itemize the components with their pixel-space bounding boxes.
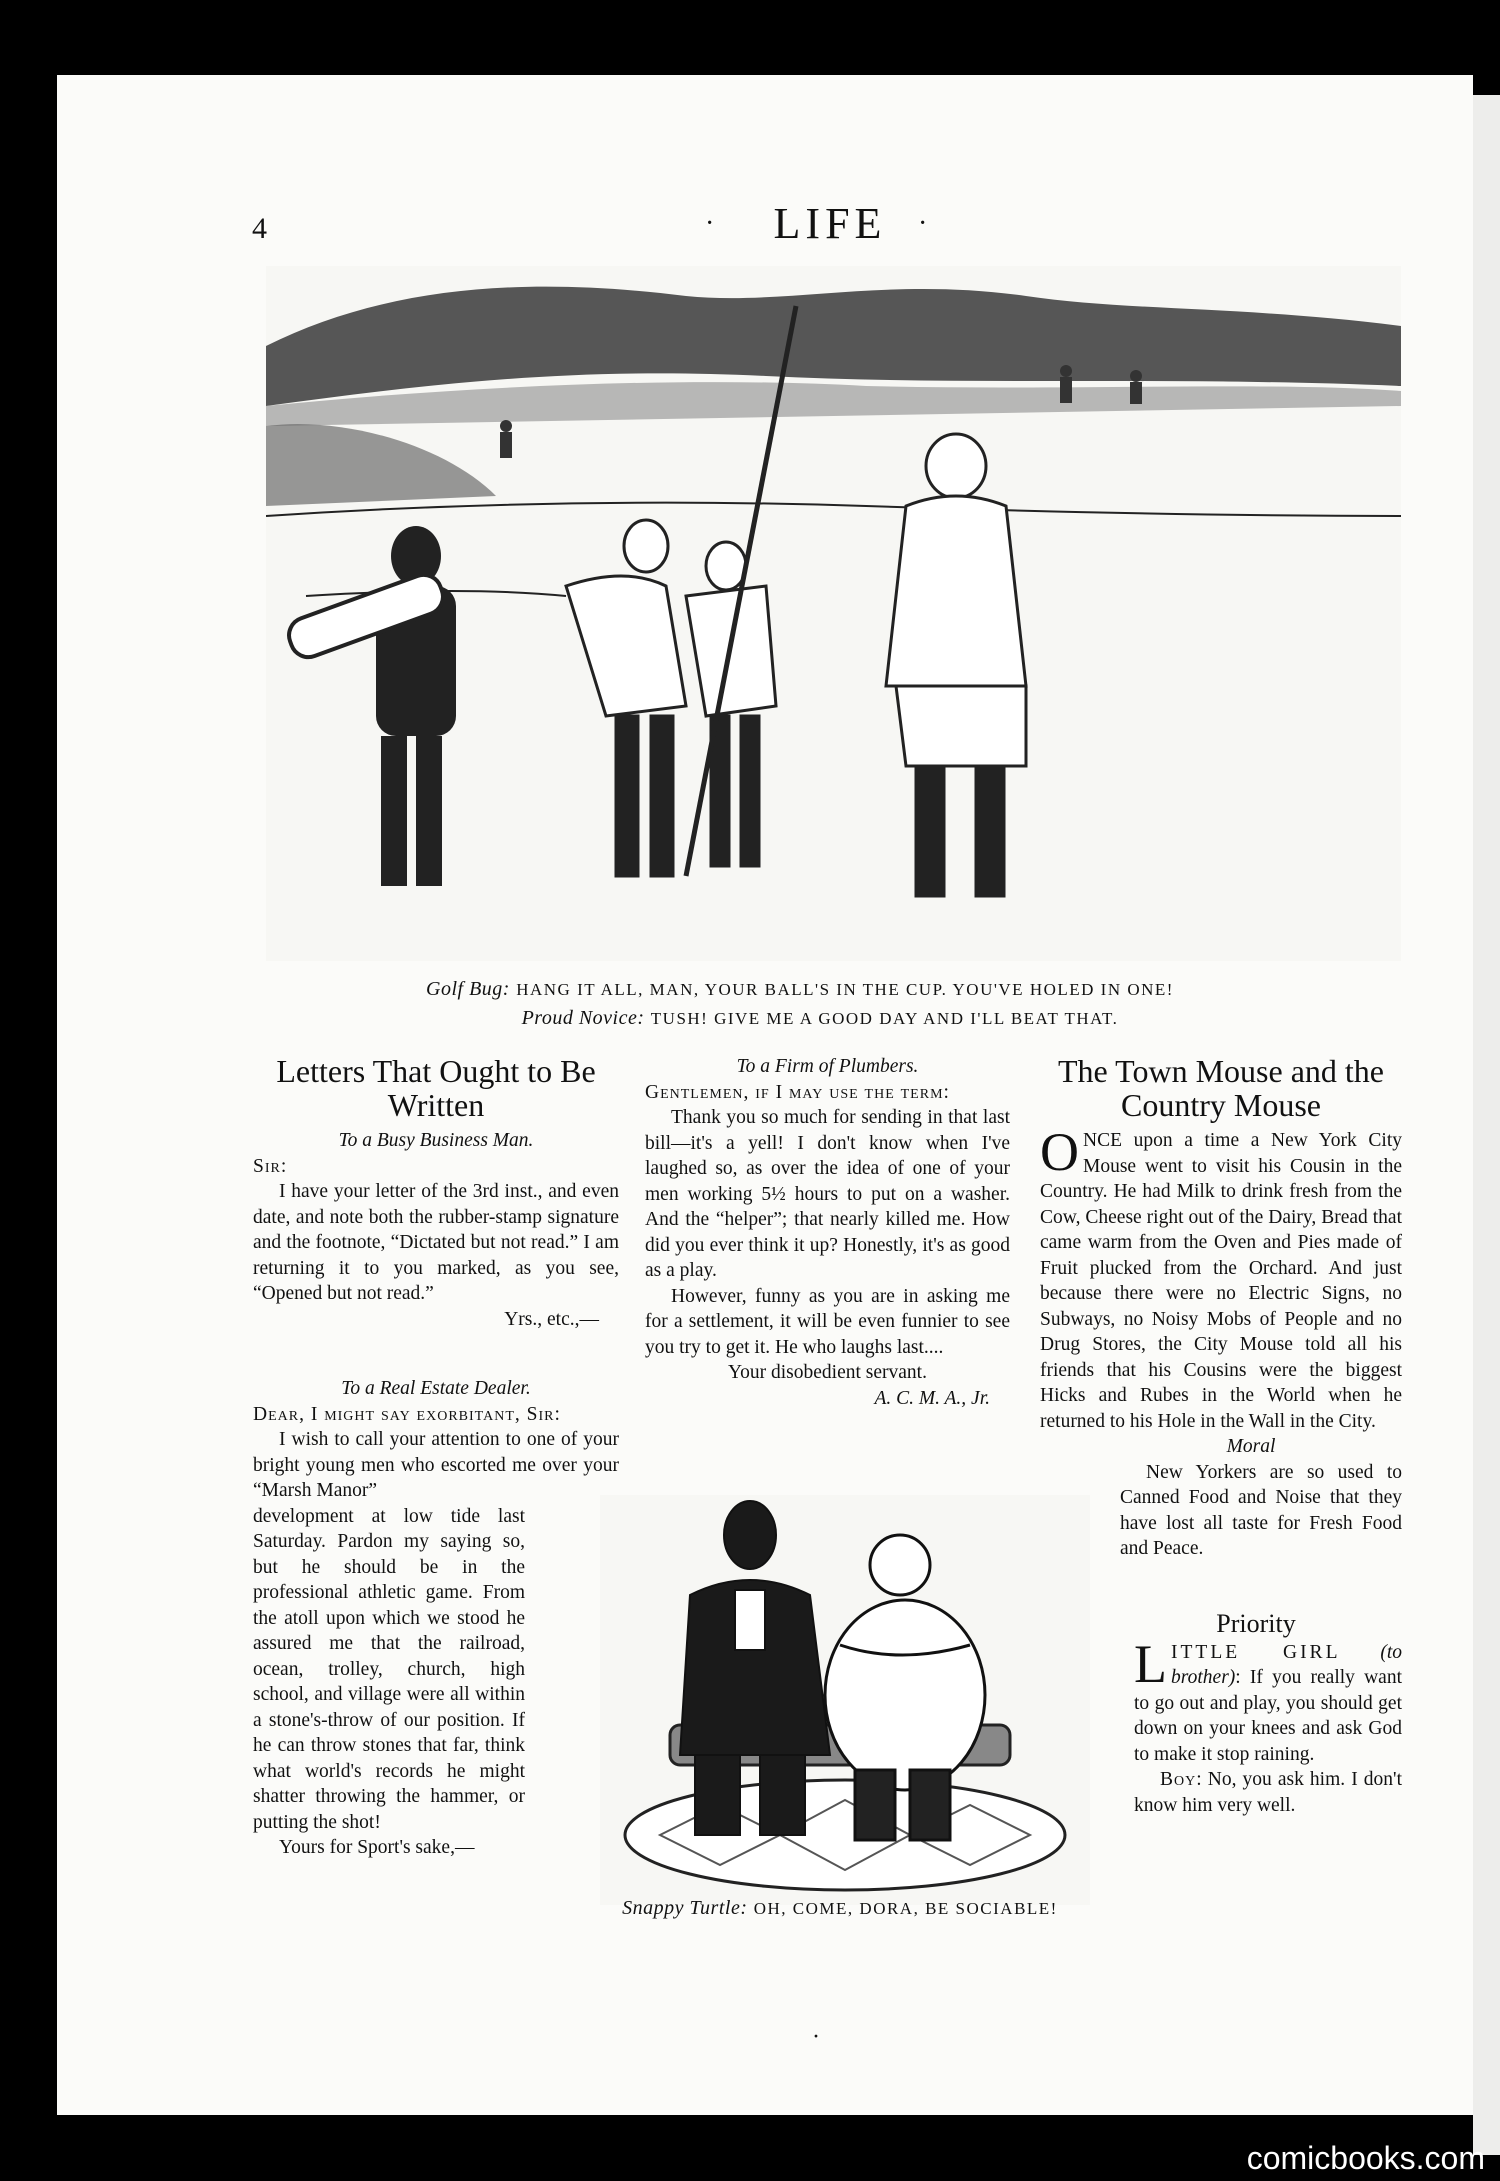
letter1-body: I have your letter of the 3rd inst., and even date, and note both the rubber-stamp signature and the footnote, “Dictated but not read.” I am returning it to you marked, as you see, “Opened but not read.” <box>253 1181 619 1304</box>
fable-column <box>1040 1054 1402 1818</box>
fable-text: NCE upon a time a New York City Mouse went to visit his Cousin in the Country. He had Milk to drink fresh from the Cow, Cheese right out of the Dairy, Bread that came warm from the Oven and Pies made of Fruit plucked from the Orchard. And just because there were no Electric Signs, no Subways, no Noisy Mobs of People and no Drug Stores, the City Mouse told all his friends that his Cousins were the biggest Hicks and Rubes in the World when he returned to his Hole in the Wall in the City. <box>1040 1130 1402 1432</box>
header-ornament: · <box>918 208 928 239</box>
watermark: comicbooks.com <box>1246 2140 1485 2176</box>
fable-title: The Town Mouse and the Country Mouse <box>1058 1053 1384 1123</box>
turtle-couple-cartoon <box>600 1495 1090 1905</box>
cartoon-caption <box>590 1897 1090 1920</box>
letter2-body-a: I wish to call your attention to one of your bright young men who escorted me over your “Marsh Manor” <box>253 1429 619 1501</box>
priority-boy-label: Boy <box>1160 1769 1197 1790</box>
priority-body-1 <box>1134 1633 1402 1768</box>
fable-body <box>1040 1122 1402 1434</box>
letters-title: Letters That Ought to Be Written <box>276 1053 596 1123</box>
letter3-closing: Your disobedient servant. <box>728 1362 927 1383</box>
letter3-body-1: Thank you so much for sending in that last bill—it's a yell! I don't know when I've laughed so, as over the idea of one of your men working 5½ hours to put on a washer. And the “helper”; that nearly killed me. How did you ever think it up? Honestly, it's as good as a play. <box>645 1107 1010 1281</box>
priority-line-2: : No, you ask him. I don't know him very well. <box>1134 1769 1402 1816</box>
letter1-addressee: To a Busy Business Man. <box>338 1130 534 1151</box>
caption-text-1: HANG IT ALL, MAN, YOUR BALL'S IN THE CUP. YOU'VE HOLED IN ONE! <box>516 980 1174 999</box>
fable-dropcap: O <box>1040 1122 1079 1182</box>
letter3-addressee: To a Firm of Plumbers. <box>736 1056 919 1077</box>
letter3-body-2: However, funny as you are in asking me for a settlement, it will be even funnier to see you try to get it. He who laughs last.... <box>645 1285 1010 1358</box>
caption-line-1 <box>300 975 1300 1004</box>
letter3-signature: A. C. M. A., Jr. <box>874 1387 990 1409</box>
priority-speaker: ITTLE GIRL <box>1171 1641 1341 1663</box>
letter1-salutation: Sir: <box>253 1155 288 1177</box>
priority-dropcap: L <box>1134 1633 1167 1694</box>
moral-text: New Yorkers are so used to Canned Food and Noise that they have lost all taste for Fresh Food and Peace. <box>1120 1461 1402 1559</box>
illustration-caption <box>300 975 1300 1033</box>
facing-page-edge <box>1473 95 1500 2155</box>
letter3-salutation: Gentlemen, if I may use the term: <box>645 1081 950 1103</box>
caption-speaker-2: Proud Novice: <box>521 1007 645 1029</box>
priority-body-2 <box>1134 1767 1402 1818</box>
golf-scene-illustration <box>266 266 1401 961</box>
moral-heading: Moral <box>1226 1436 1276 1457</box>
priority-title: Priority <box>1216 1608 1296 1638</box>
priority-line-1: : If you really want to go out and play, you should get down on your knees and ask God to make it stop raining. <box>1134 1667 1402 1765</box>
caption-text-2: TUSH! GIVE ME A GOOD DAY AND I'LL BEAT THAT. <box>650 1009 1119 1028</box>
caption-speaker-1: Golf Bug: <box>426 978 510 1000</box>
priority-direction: (to brother) <box>1171 1641 1402 1688</box>
cartoon-caption-speaker: Snappy Turtle: <box>622 1897 748 1919</box>
header-ornament: · <box>705 208 715 239</box>
caption-line-2 <box>300 1004 1300 1033</box>
page-number: 4 <box>252 212 267 245</box>
magazine-title: LIFE <box>773 199 887 248</box>
letter2-signoff: Yours for Sport's sake,— <box>279 1837 475 1858</box>
letter2-addressee: To a Real Estate Dealer. <box>341 1378 531 1399</box>
page-ornament: · <box>812 2024 820 2050</box>
letter2-body-b: development at low tide last Saturday. Pardon my saying so, but he should be in the professional athletic game. From the atoll upon which we stood he assured me that the railroad, ocean, trolley, church, high school, and village were all within a stone's-throw of our position. If he can throw stones that far, think what world's records he might shatter throwing the hammer, or putting the shot! <box>253 1505 525 1833</box>
cartoon-caption-text: OH, COME, DORA, BE SOCIABLE! <box>753 1899 1058 1918</box>
letters-column-2 <box>645 1054 1010 1411</box>
letter1-signoff: Yrs., etc.,— <box>504 1308 599 1330</box>
letter2-salutation: Dear, I might say exorbitant, Sir: <box>253 1403 561 1425</box>
letters-column-1 <box>253 1054 619 1861</box>
